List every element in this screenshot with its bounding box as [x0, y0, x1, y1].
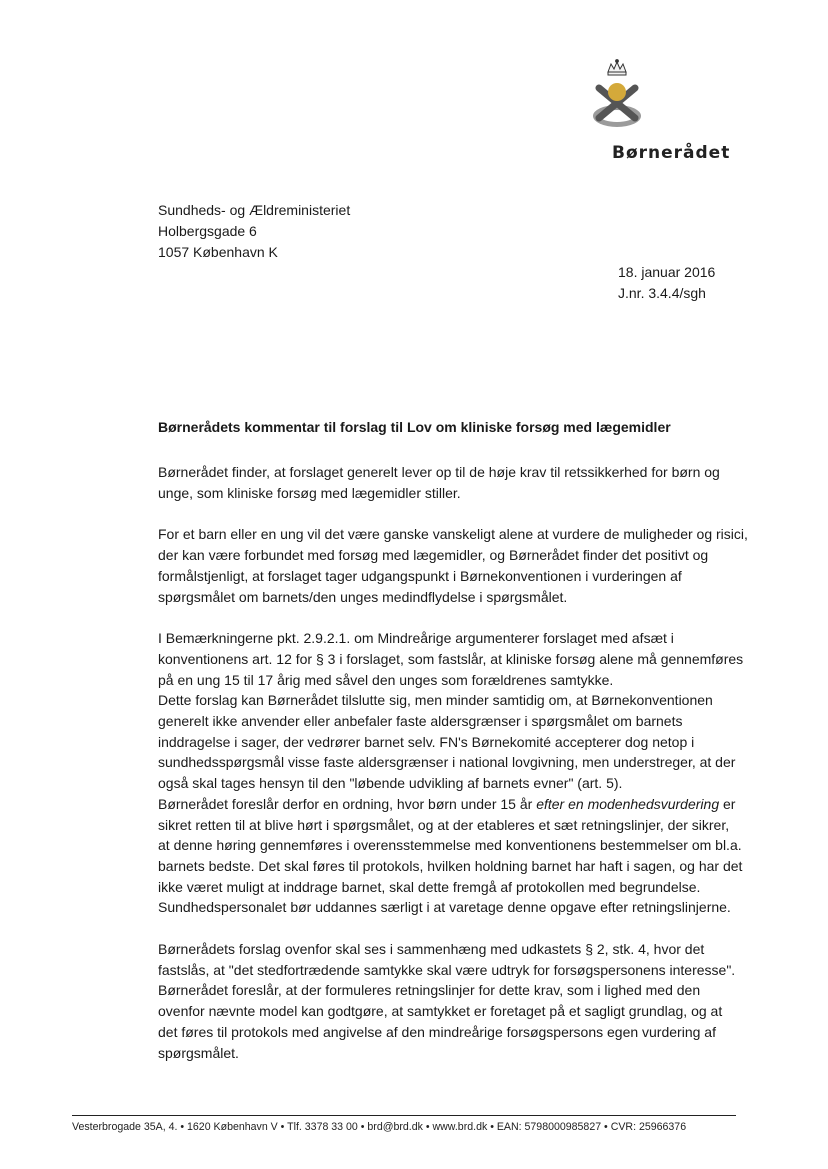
text-line: sundhedsspørgsmål visse faste aldersgrænser i national lovgivning, men understreger, at der: [158, 754, 736, 771]
organization-name: Børnerådet: [612, 143, 731, 163]
journal-number: J.nr. 3.4.4/sgh: [618, 285, 706, 301]
letter-body: [158, 462, 748, 1084]
text-line: Børnerådet foreslår, at der formuleres retningslinjer for dette krav, som i lighed med den: [158, 982, 701, 999]
text-line: fastslås, at "det stedfortrædende samtykke skal være udtryk for forsøgspersonens interesse".: [158, 961, 736, 978]
text-line: at denne høring gennemføres i overensstemmelse med konventionens bestemmelser om bl.a.: [158, 837, 742, 854]
letter-meta: [618, 262, 715, 304]
text-line: inddragelse i sager, der vedrører barnet selv. FN's Børnekomité accepterer dog netop i: [158, 733, 695, 750]
text-line: ovenfor nævnte model kan godtgøre, at samtykket er foretaget på et sagligt grundlag, og at: [158, 1003, 723, 1020]
text-line: på en ung 15 til 17 årig med såvel den unges som forældrenes samtykke.: [158, 671, 614, 688]
paragraph-4: [158, 939, 742, 1063]
text-line: det føres til protokols med angivelse af den mindreårige forsøgspersons egen vurdering af: [158, 1023, 716, 1040]
text-line: ikke været muligt at inddrage barnet, skal dette fremgå af protokollen med begrundelse.: [158, 878, 701, 895]
text-line: I Bemærkningerne pkt. 2.9.2.1. om Mindreårige argumenterer forslaget med afsæt i: [158, 630, 674, 647]
text-line: Sundhedspersonalet bør uddannes særligt i at varetage denne opgave efter retningslinjerne.: [158, 899, 731, 916]
text-line: også skal tages hensyn til den "løbende udvikling af barnets evner" (art. 5).: [158, 775, 623, 792]
text-line: Dette forslag kan Børnerådet tilslutte sig, men minder samtidig om, at Børnekonventionen: [158, 692, 713, 709]
emphasized-text: efter en modenhedsvurdering: [536, 795, 720, 812]
paragraph-2: [158, 524, 748, 607]
text-line: For et barn eller en ung vil det være ganske vanskeligt alene at vurdere de muligheder og risici,: [158, 526, 748, 543]
crown-child-emblem-icon: [586, 58, 648, 132]
text-line: unge, som kliniske forsøg med lægemidler stiller.: [158, 484, 461, 501]
text-line: Børnerådet finder, at forslaget generelt lever op til de høje krav til retssikkerhed for børn og: [158, 464, 720, 480]
paragraph-3: [158, 628, 742, 918]
text-line: generelt ikke anvender eller anbefaler faste aldersgrænser i spørgsmålet om barnets: [158, 713, 683, 730]
footer-divider: [72, 1115, 736, 1116]
text-line: spørgsmålet om barnets/den unges medindflydelse i spørgsmålet.: [158, 588, 568, 605]
text-segment: er: [719, 795, 736, 812]
recipient-street: Holbergsgade 6: [158, 223, 257, 239]
text-line: sikret retten til at blive hørt i spørgsmålet, og at der etableres et sæt retningslinjer, der sikrer,: [158, 816, 730, 833]
text-line: formålstjenligt, at forslaget tager udgangspunkt i Børnekonventionen i vurderingen af: [158, 567, 682, 584]
text-line: spørgsmålet.: [158, 1044, 239, 1061]
recipient-address: [158, 200, 350, 263]
letter-date: 18. januar 2016: [618, 264, 716, 280]
text-line: barnets bedste. Det skal føres til protokols, hvilken holdning barnet har haft i sagen, og har det: [158, 857, 743, 874]
recipient-name: Sundheds- og Ældreministeriet: [158, 202, 351, 218]
recipient-city: 1057 København K: [158, 244, 278, 260]
letter-subject: Børnerådets kommentar til forslag til Lov om kliniske forsøg med lægemidler: [158, 419, 671, 435]
text-line: Børnerådets forslag ovenfor skal ses i sammenhæng med udkastets § 2, stk. 4, hvor det: [158, 941, 705, 958]
text-line: konventionens art. 12 for § 3 i forslaget, som fastslår, at kliniske forsøg alene må gennemføres: [158, 650, 744, 667]
footer-contact-line: Vesterbrogade 35A, 4. • 1620 København V • Tlf. 3378 33 00 • brd@brd.dk • www.brd.dk • EAN: 5798000985827 • CVR: 25966376: [72, 1121, 687, 1133]
paragraph-1: [158, 462, 742, 503]
text-segment: Børnerådet foreslår derfor en ordning, hvor børn under 15 år: [158, 795, 537, 812]
text-line-emphasis: [158, 794, 742, 815]
text-line: der kan være forbundet med forsøg med lægemidler, og Børnerådet finder det positivt og: [158, 547, 709, 564]
